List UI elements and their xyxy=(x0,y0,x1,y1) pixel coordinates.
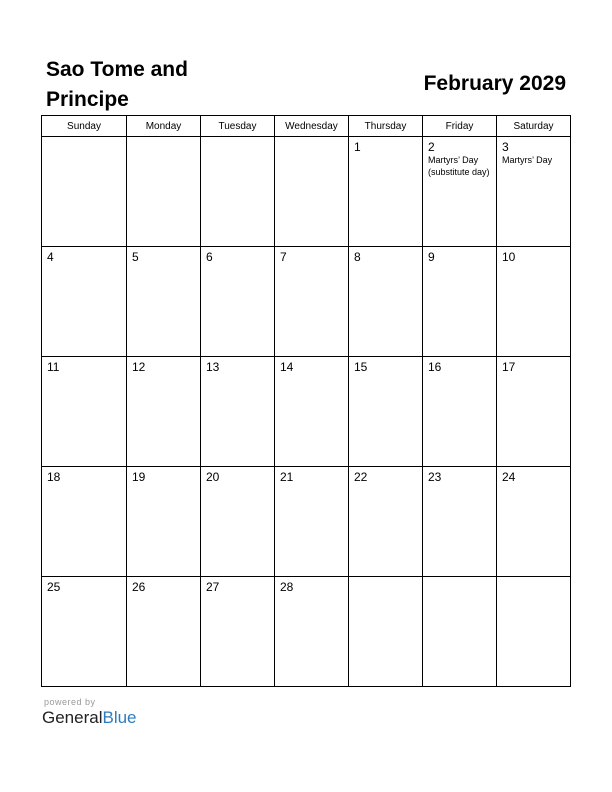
day-number: 11 xyxy=(47,360,60,374)
day-cell xyxy=(42,247,127,357)
day-cell xyxy=(275,247,349,357)
day-number: 1 xyxy=(354,140,361,154)
day-number xyxy=(497,577,570,580)
week-row xyxy=(42,247,571,357)
day-cell xyxy=(423,247,497,357)
day-number xyxy=(42,137,126,140)
day-cell xyxy=(423,357,497,467)
day-number xyxy=(201,137,274,140)
holiday-label: Martyrs’ Day xyxy=(502,155,553,165)
weekday-header-wednesday: Wednesday xyxy=(275,116,349,137)
day-number: 7 xyxy=(280,250,287,264)
day-cell xyxy=(497,247,571,357)
day-number: 24 xyxy=(502,470,516,484)
weekday-header-sunday: Sunday xyxy=(42,116,127,137)
day-cell xyxy=(127,137,201,247)
day-cell xyxy=(423,577,497,687)
day-number: 23 xyxy=(428,470,442,484)
powered-by-text: powered by xyxy=(44,697,96,707)
weekday-header-thursday: Thursday xyxy=(349,116,423,137)
logo-text-blue: Blue xyxy=(102,708,137,727)
day-cell xyxy=(201,577,275,687)
month-title: February 2029 xyxy=(423,72,566,95)
day-number: 16 xyxy=(428,360,442,374)
day-cell xyxy=(423,137,497,247)
weekday-header-friday: Friday xyxy=(423,116,497,137)
day-number: 25 xyxy=(47,580,61,594)
day-number: 6 xyxy=(206,250,213,264)
day-cell xyxy=(497,357,571,467)
weekday-header-saturday: Saturday xyxy=(497,116,571,137)
day-cell xyxy=(275,467,349,577)
day-number xyxy=(349,577,422,580)
day-cell xyxy=(423,467,497,577)
week-row xyxy=(42,357,571,467)
day-number: 2 xyxy=(428,140,435,154)
day-number: 15 xyxy=(354,360,368,374)
day-number: 27 xyxy=(206,580,220,594)
day-cell xyxy=(201,137,275,247)
week-row xyxy=(42,137,571,247)
logo-text-general: General xyxy=(42,708,103,727)
day-cell xyxy=(201,247,275,357)
day-number: 20 xyxy=(206,470,220,484)
day-cell xyxy=(349,467,423,577)
day-number: 17 xyxy=(502,360,516,374)
week-row xyxy=(42,577,571,687)
weekday-header-row xyxy=(42,116,571,137)
weekday-header-tuesday: Tuesday xyxy=(201,116,275,137)
generalblue-logo[interactable] xyxy=(42,707,137,729)
day-number: 12 xyxy=(132,360,146,374)
day-cell xyxy=(201,357,275,467)
country-title: Sao Tome and Principe xyxy=(46,58,188,111)
day-cell xyxy=(42,577,127,687)
day-cell xyxy=(349,357,423,467)
day-cell xyxy=(497,467,571,577)
day-number: 10 xyxy=(502,250,516,264)
day-cell xyxy=(349,577,423,687)
day-number xyxy=(127,137,200,140)
day-number: 28 xyxy=(280,580,294,594)
day-cell xyxy=(497,137,571,247)
day-cell xyxy=(42,137,127,247)
day-number: 3 xyxy=(502,140,509,154)
day-number: 13 xyxy=(206,360,220,374)
day-number: 19 xyxy=(132,470,146,484)
day-number: 9 xyxy=(428,250,435,264)
day-cell xyxy=(275,137,349,247)
day-cell xyxy=(127,577,201,687)
day-cell xyxy=(42,357,127,467)
week-row xyxy=(42,467,571,577)
day-cell xyxy=(127,467,201,577)
day-cell xyxy=(349,247,423,357)
day-cell xyxy=(275,577,349,687)
day-number: 5 xyxy=(132,250,139,264)
day-number: 22 xyxy=(354,470,368,484)
day-number: 8 xyxy=(354,250,361,264)
day-cell xyxy=(275,357,349,467)
day-cell xyxy=(349,137,423,247)
day-number: 21 xyxy=(280,470,294,484)
calendar-grid xyxy=(41,115,571,687)
day-number xyxy=(275,137,348,140)
day-number: 26 xyxy=(132,580,146,594)
day-cell xyxy=(127,357,201,467)
day-number: 4 xyxy=(47,250,54,264)
weekday-header-monday: Monday xyxy=(127,116,201,137)
day-number: 18 xyxy=(47,470,61,484)
day-number xyxy=(423,577,496,580)
holiday-label: Martyrs’ Day (substitute day) xyxy=(428,155,490,177)
day-number: 14 xyxy=(280,360,294,374)
day-cell xyxy=(42,467,127,577)
day-cell xyxy=(497,577,571,687)
day-cell xyxy=(201,467,275,577)
day-cell xyxy=(127,247,201,357)
